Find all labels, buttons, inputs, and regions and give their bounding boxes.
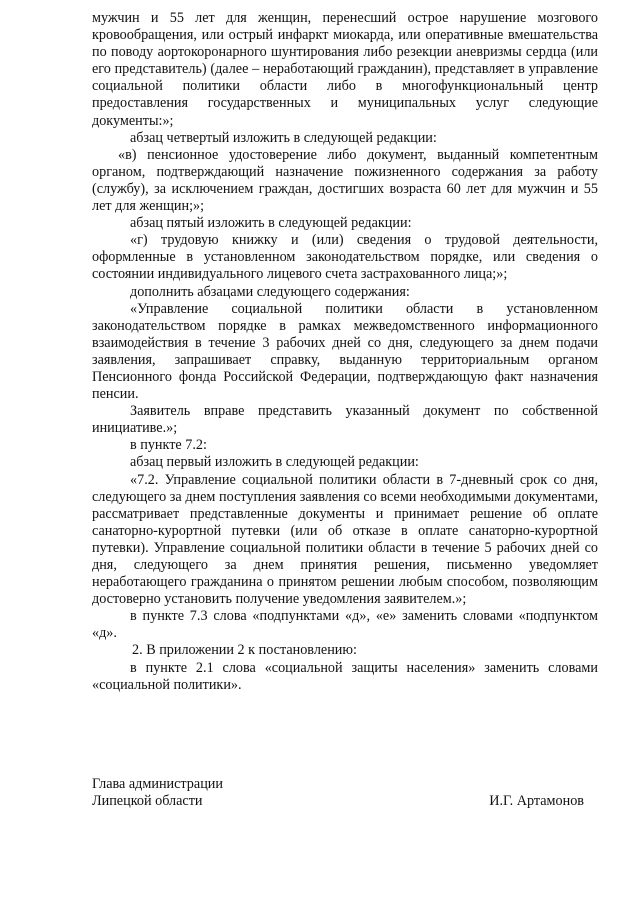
paragraph-1: мужчин и 55 лет для женщин, перенесший острое нарушение мозгового кровообращения, или острый инфаркт миокарда, или оперативные вмешательства по поводу аортокоронарного шунтирования либо резекции аневризмы сердца (или его представитель) (далее – неработающий гражданин), представляет в управление социальной политики области либо в многофункциональный центр предоставления государственных и муниципальных услуг следующие документы:»;: [92, 10, 598, 129]
paragraph-14: в пункте 2.1 слова «социальной защиты населения» заменить словами «социальной политики».: [92, 659, 598, 693]
paragraph-13: 2. В приложении 2 к постановлению:: [132, 642, 357, 659]
paragraph-8: Заявитель вправе представить указанный документ по собственной инициативе.»;: [92, 403, 598, 437]
signature-title-line2: Липецкой области: [92, 793, 203, 810]
paragraph-11: «7.2. Управление социальной политики области в 7-дневный срок со дня, следующего за днем поступления заявления со всеми необходимыми документами, рассматривает представленные документы и принимает решение об оплате санаторно-курортной путевки (или об отказе в оплате санаторно-курортной путевки). Управление социальной политики области в течение 5 рабочих дней со дня, следующего за днем принятия решения, письменно уведомляет неработающего гражданина о принятом решении любым способом, позволяющим достоверно установить получение уведомления заявителем.»;: [92, 471, 598, 608]
paragraph-6: дополнить абзацами следующего содержания:: [130, 283, 410, 300]
paragraph-10: абзац первый изложить в следующей редакции:: [130, 454, 419, 471]
paragraph-4: абзац пятый изложить в следующей редакции:: [130, 215, 412, 232]
paragraph-5: «г) трудовую книжку и (или) сведения о трудовой деятельности, оформленные в установленном законодательством порядке, или сведения о состоянии индивидуального лицевого счета застрахованного лица;»;: [92, 232, 598, 283]
document-body: [92, 10, 598, 694]
paragraph-3: «в) пенсионное удостоверение либо документ, выданный компетентным органом, подтверждающий назначение пожизненного содержания за работу (службу), за исключением граждан, достигших возраста 60 лет для мужчин и 55 лет для женщин;»;: [92, 146, 598, 215]
signature-block: [92, 776, 598, 810]
paragraph-7: «Управление социальной политики области в установленном законодательством порядке в рамках межведомственного информационного взаимодействия в течение 3 рабочих дней со дня, следующего за днем подачи заявления, запрашивает справку, выданную территориальным органом Пенсионного фонда Российской Федерации, подтверждающую факт назначения пенсии.: [92, 300, 598, 403]
paragraph-9: в пункте 7.2:: [130, 437, 207, 454]
paragraph-2: абзац четвертый изложить в следующей редакции:: [130, 129, 437, 146]
paragraph-12: в пункте 7.3 слова «подпунктами «д», «е» заменить словами «подпунктом «д».: [92, 608, 598, 642]
signatory-name: И.Г. Артамонов: [489, 793, 584, 810]
signature-title-line1: Глава администрации: [92, 776, 223, 792]
